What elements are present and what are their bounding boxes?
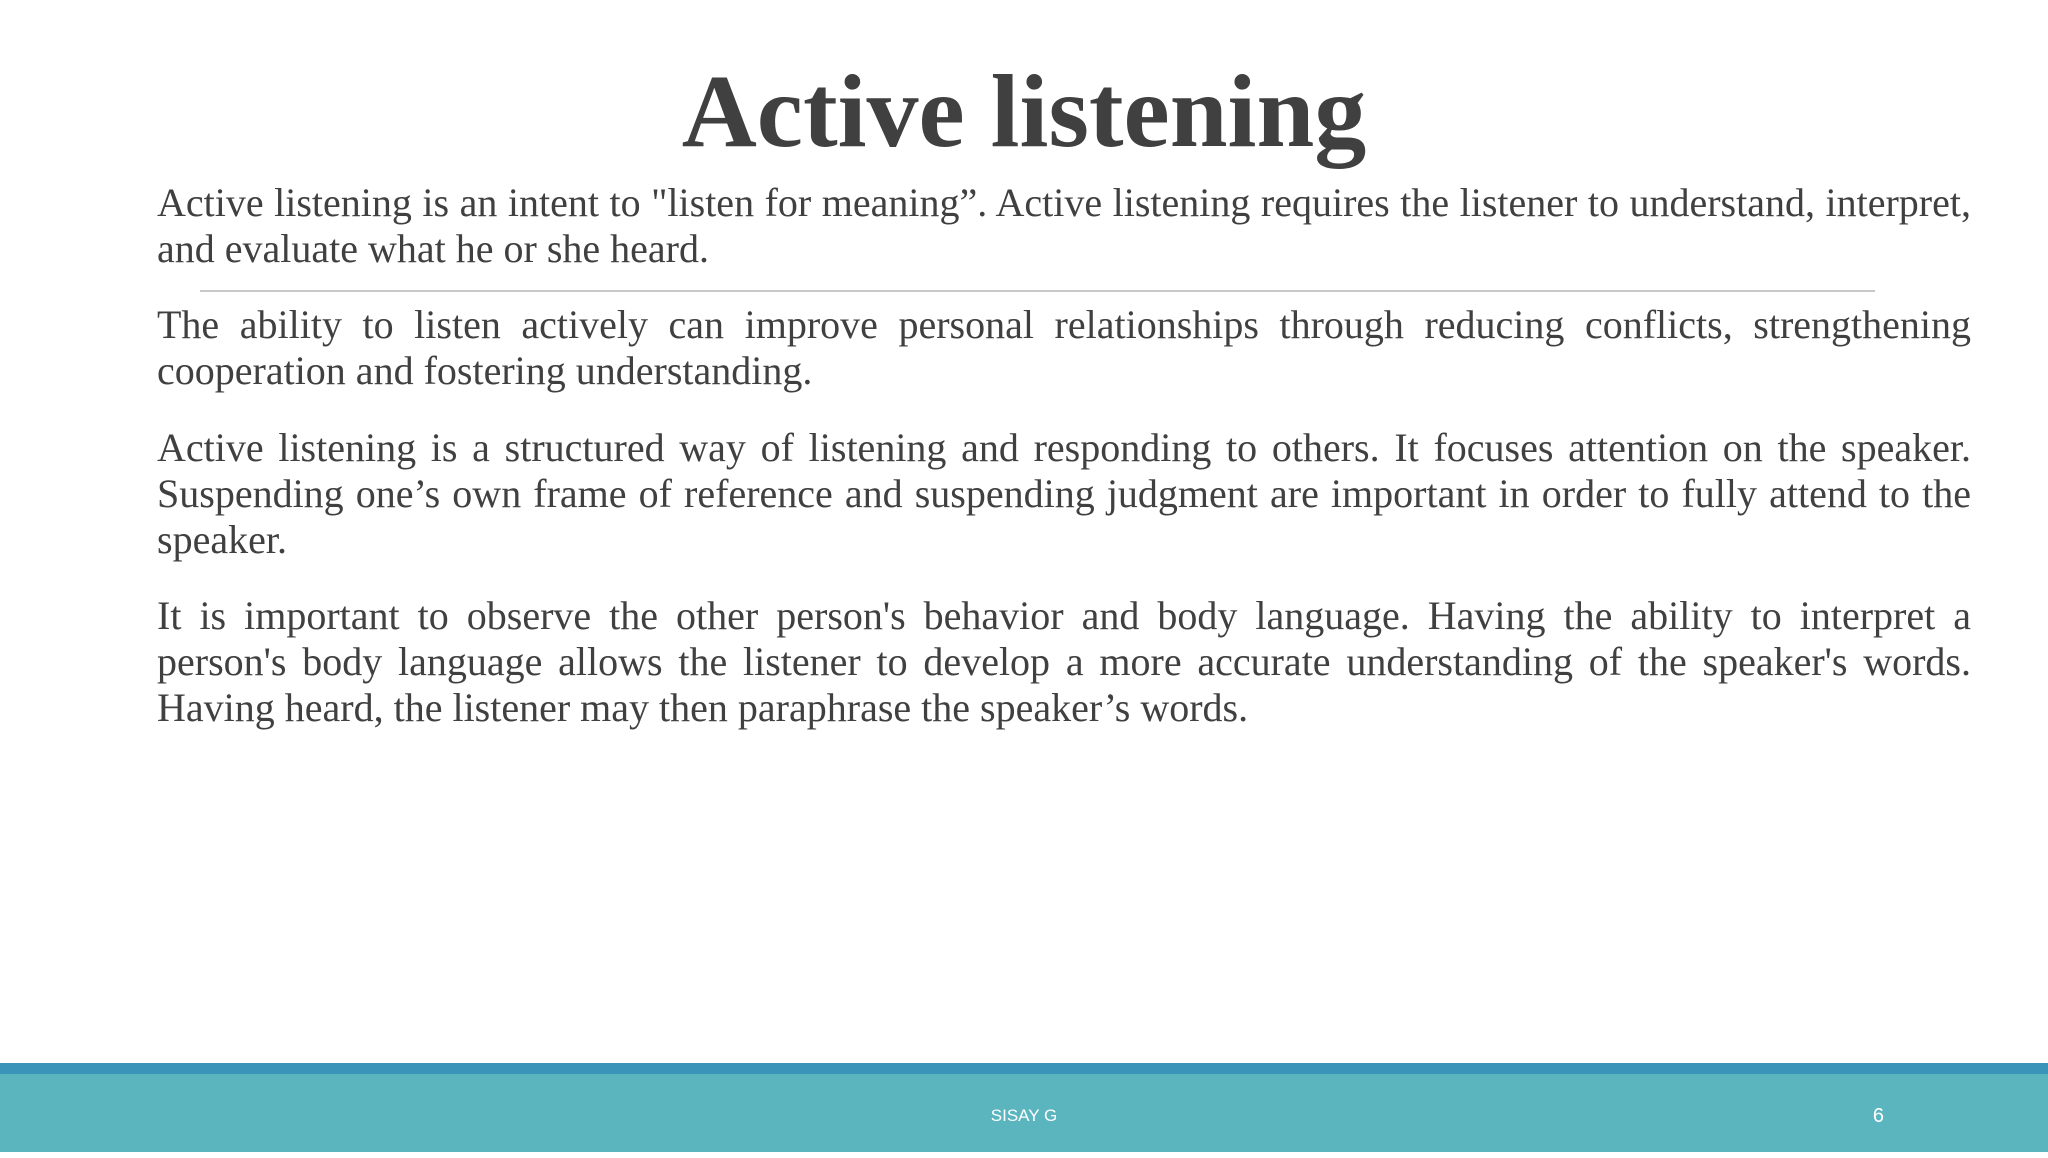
- footer-stripe: [0, 1063, 2048, 1074]
- paragraph-benefits: The ability to listen actively can improve personal relationships through reducing conflicts, strengthening cooperation and fostering understanding.: [157, 302, 1971, 393]
- footer-band: [0, 1074, 2048, 1152]
- paragraph-structure: Active listening is a structured way of listening and responding to others. It focuses attention on the speaker. Suspending one’s own frame of reference and suspending judgment are important in order to fully attend to the speaker.: [157, 425, 1971, 562]
- slide-page-number: 6: [1872, 1105, 1884, 1127]
- footer-author: SISAY G: [990, 1106, 1058, 1125]
- paragraph-definition: Active listening is an intent to "listen for meaning”. Active listening requires the listener to understand, interpret, and evaluate what he or she heard.: [157, 180, 1971, 271]
- slide-title: Active listening: [681, 54, 1367, 169]
- paragraph-body-language: It is important to observe the other person's behavior and body language. Having the ability to interpret a person's body language allows the listener to develop a more accurate understanding of the speaker's words. Having heard, the listener may then paraphrase the speaker’s words.: [157, 593, 1971, 730]
- divider-line: [200, 290, 1875, 292]
